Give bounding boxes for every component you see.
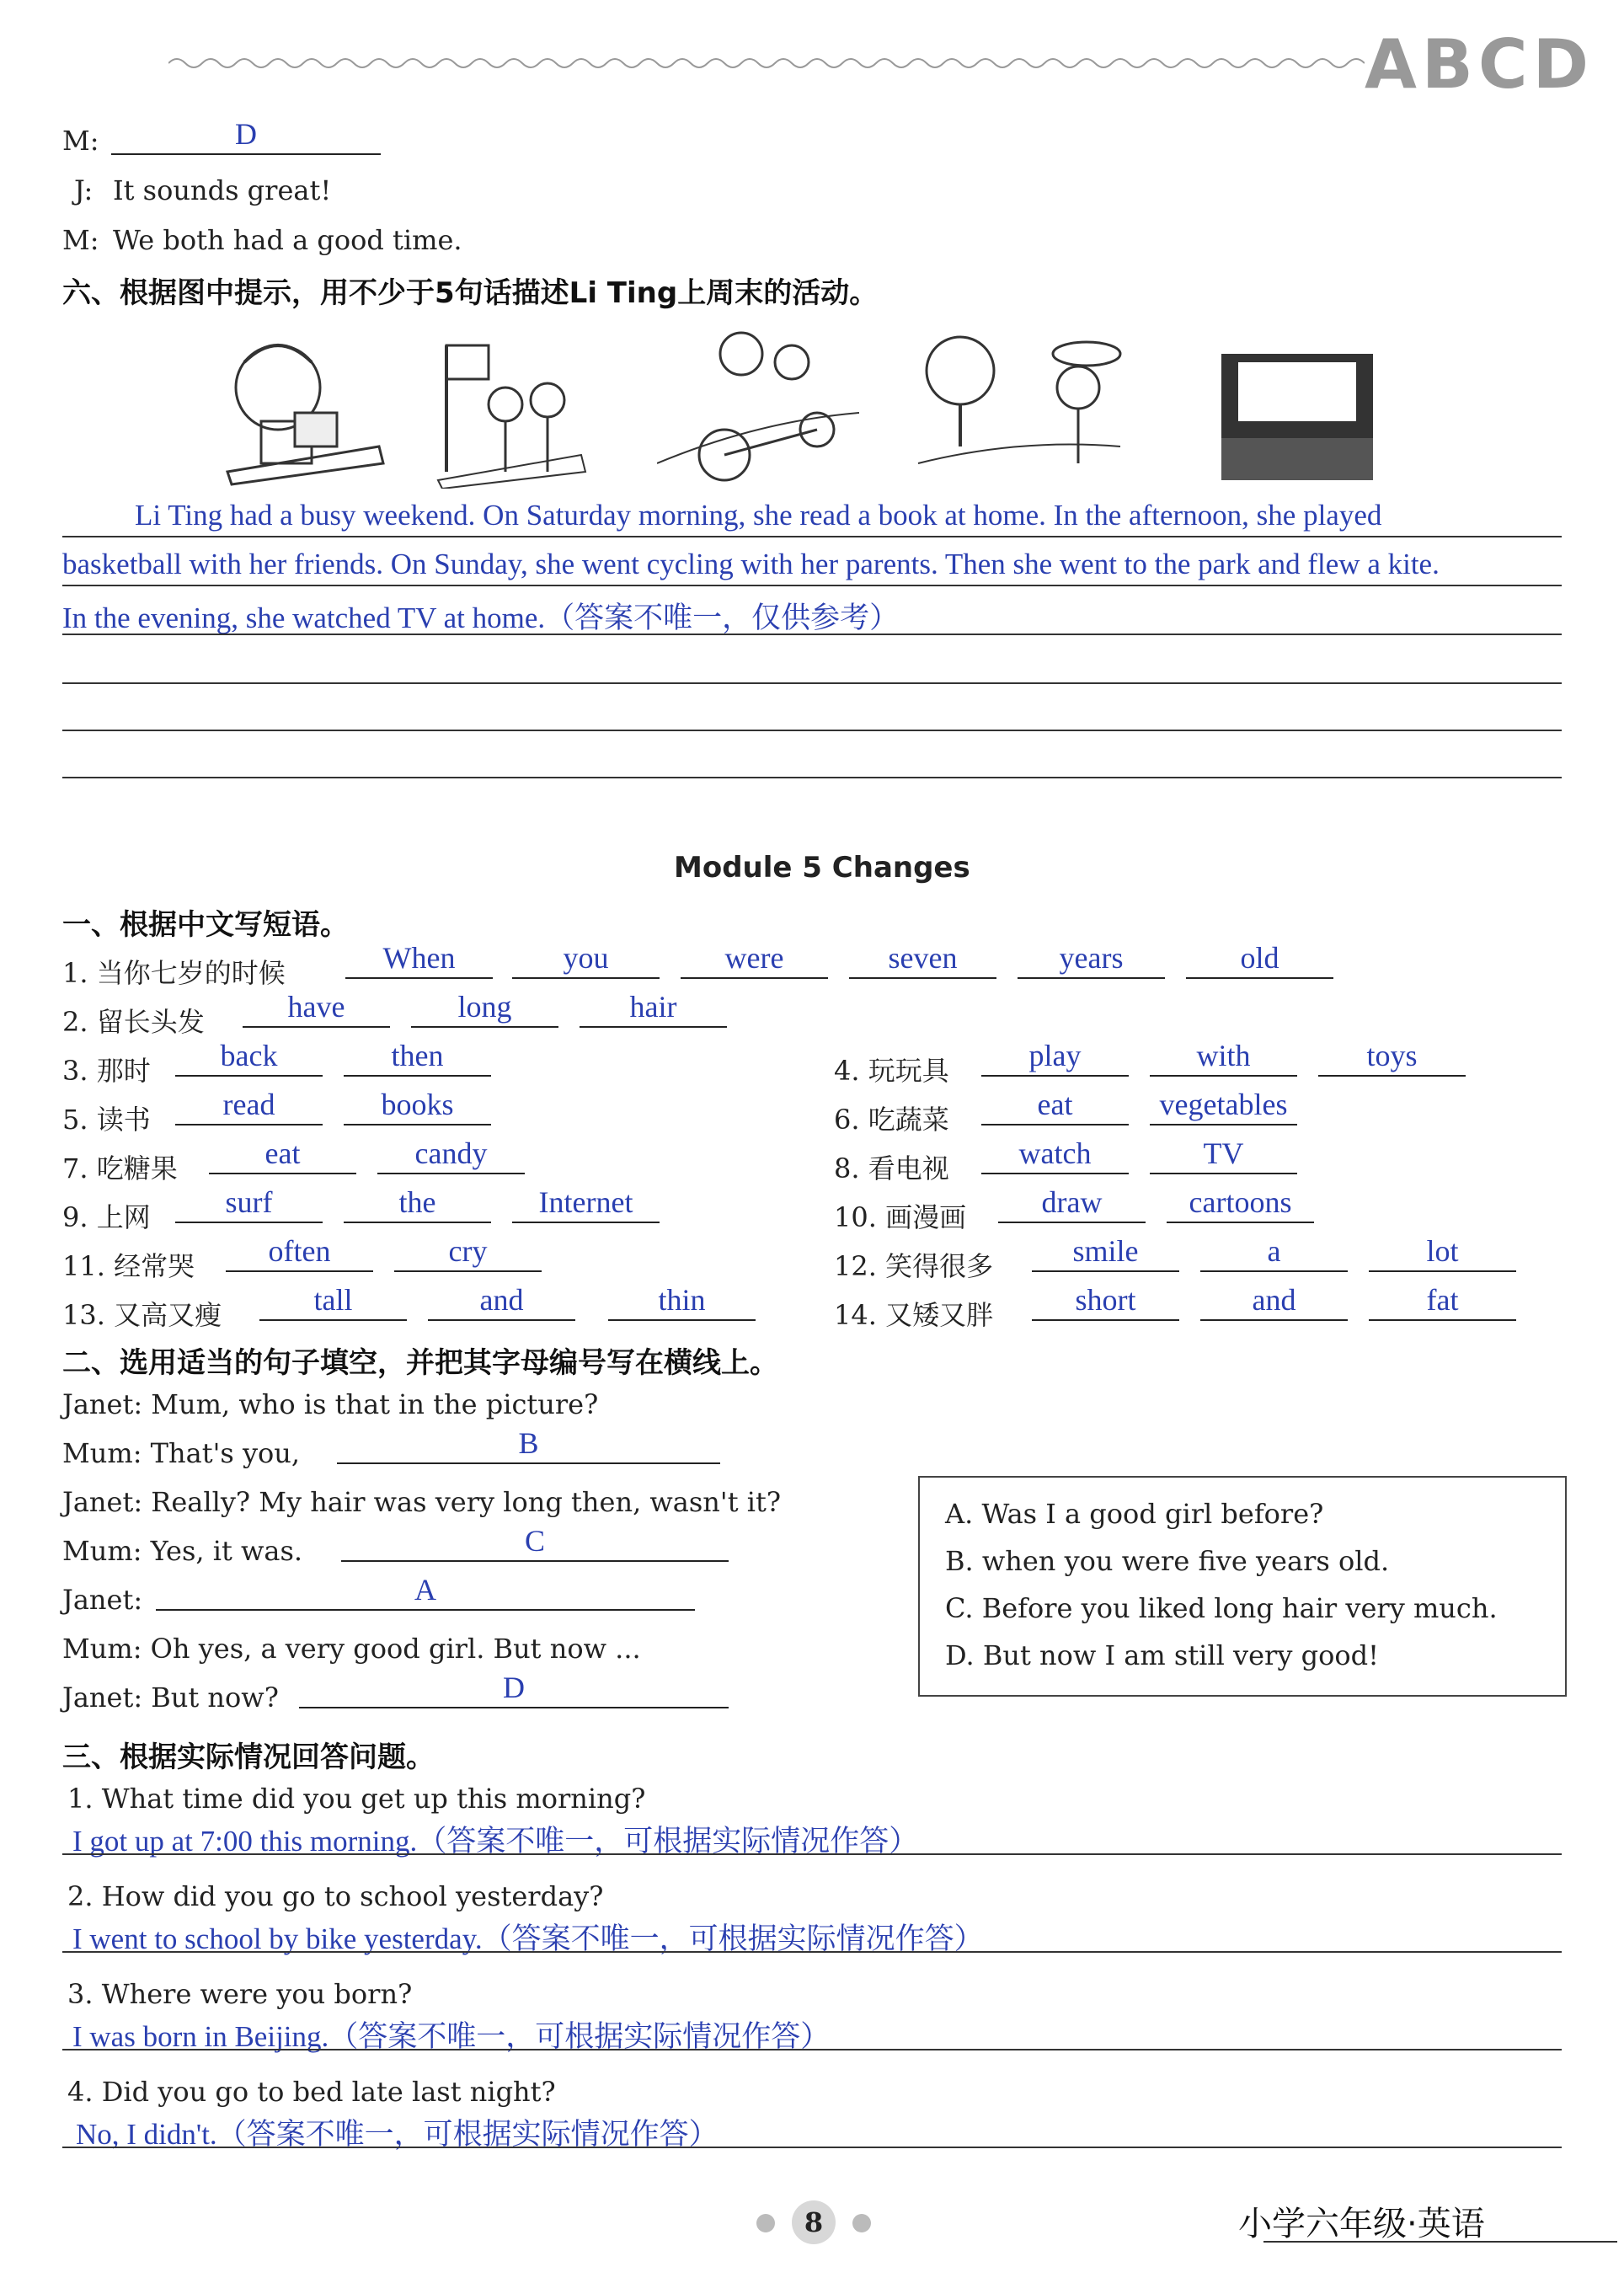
part1-item-6-answer: eat: [981, 1090, 1129, 1125]
header-wave-decoration: [168, 51, 1365, 76]
part2-line-6: Mum: Oh yes, a very good girl. But now ...: [62, 1633, 641, 1665]
part2-line-2: Mum: That's you,: [62, 1437, 301, 1469]
part3-answer-3: I was born in Beijing.（答案不唯一，可根据实际情况作答）: [72, 2020, 831, 2053]
dialog-j-speaker: J:: [74, 174, 93, 206]
dialog-m1-speaker: M:: [62, 125, 99, 157]
part1-item-11-label: 11. 经常哭: [62, 1250, 195, 1282]
part1-item-6-label: 6. 吃蔬菜: [834, 1104, 949, 1136]
part1-item-8-answer: watch: [981, 1139, 1129, 1174]
part1-item-4-answer: with: [1150, 1041, 1297, 1077]
part1-item-13-answer: tall: [259, 1286, 407, 1321]
section6-title: 六、根据图中提示，用不少于5句话描述Li Ting上周末的活动。: [62, 276, 879, 310]
part2-line-7: Janet: But now?: [62, 1682, 279, 1714]
dialog-m2-text: We both had a good time.: [113, 224, 462, 256]
section6-answer-line-3: In the evening, she watched TV at home.（答案不唯一，仅供参考）: [62, 601, 900, 634]
part1-item-4-label: 4. 玩玩具: [834, 1055, 949, 1087]
part3-title: 三、根据实际情况回答问题。: [62, 1740, 435, 1774]
part1-item-12-answer: a: [1200, 1237, 1348, 1272]
part2-answer-7: D: [299, 1673, 729, 1708]
writing-line: [62, 1951, 1562, 1953]
part1-item-1-answer: When: [345, 944, 493, 979]
part1-item-2-label: 2. 留长头发: [62, 1006, 205, 1038]
part1-item-9-label: 9. 上网: [62, 1201, 151, 1233]
part1-item-5-label: 5. 读书: [62, 1104, 151, 1136]
writing-line: [62, 1853, 1562, 1855]
part1-item-7-label: 7. 吃糖果: [62, 1152, 178, 1184]
dialog-m2-speaker: M:: [62, 224, 99, 256]
part1-item-10-answer: draw: [998, 1188, 1146, 1223]
header-logo: ABCD: [1365, 25, 1595, 104]
part1-item-3-answer: then: [344, 1041, 491, 1077]
part2-answer-5: A: [156, 1575, 695, 1611]
part3-question-3: 3. Where were you born?: [67, 1978, 413, 2010]
part3-answer-2: I went to school by bike yesterday.（答案不唯一，可根据实际情况作答）: [72, 1922, 984, 1955]
part1-item-1-answer: were: [681, 944, 828, 979]
module-title: Module 5 Changes: [674, 851, 970, 885]
picture-playing-basketball: [430, 329, 590, 489]
dialog-m1-answer: D: [111, 120, 381, 155]
writing-line: [62, 777, 1562, 778]
part1-item-6-answer: vegetables: [1150, 1090, 1297, 1125]
part1-item-14-answer: fat: [1369, 1286, 1516, 1321]
section6-answer-line-2: basketball with her friends. On Sunday, she went cycling with her parents. Then she went to the park and flew a kite.: [62, 548, 1440, 580]
footer-page-number: 8: [792, 2200, 836, 2244]
part1-item-8-answer: TV: [1150, 1139, 1297, 1174]
writing-line: [62, 634, 1562, 635]
part1-item-1-answer: seven: [849, 944, 996, 979]
part1-item-12-label: 12. 笑得很多: [834, 1250, 994, 1282]
section6-answer-line-1: Li Ting had a busy weekend. On Saturday morning, she read a book at home. In the afternoon, she played: [135, 499, 1382, 532]
dialog-j-text: It sounds great!: [113, 174, 332, 206]
picture-watching-tv: [1213, 345, 1381, 489]
part1-item-14-answer: and: [1200, 1286, 1348, 1321]
part2-line-1: Janet: Mum, who is that in the picture?: [62, 1388, 599, 1420]
part2-option-d: D. But now I am still very good!: [945, 1639, 1379, 1671]
part1-item-4-answer: toys: [1318, 1041, 1466, 1077]
part1-item-1-answer: you: [512, 944, 660, 979]
picture-reading-book: [211, 329, 387, 489]
part1-item-7-answer: eat: [209, 1139, 356, 1174]
part3-question-4: 4. Did you go to bed late last night?: [67, 2076, 556, 2108]
part1-item-1-answer: years: [1018, 944, 1165, 979]
part2-line-5: Janet:: [62, 1584, 143, 1616]
part1-item-12-answer: smile: [1032, 1237, 1179, 1272]
part2-answer-4: C: [341, 1526, 729, 1562]
part1-item-1-answer: old: [1186, 944, 1333, 979]
part1-item-11-answer: often: [226, 1237, 373, 1272]
part2-option-b: B. when you were five years old.: [945, 1545, 1390, 1577]
part2-option-a: A. Was I a good girl before?: [945, 1498, 1324, 1530]
writing-line: [62, 585, 1562, 586]
part2-answer-2: B: [337, 1429, 720, 1464]
part2-line-3: Janet: Really? My hair was very long then, wasn't it?: [62, 1486, 781, 1518]
part1-item-9-answer: the: [344, 1188, 491, 1223]
part1-item-1-label: 1. 当你七岁的时候: [62, 957, 286, 989]
part1-item-8-label: 8. 看电视: [834, 1152, 949, 1184]
part3-answer-1: I got up at 7:00 this morning.（答案不唯一，可根据实际情况作答）: [72, 1825, 919, 1858]
writing-line: [62, 730, 1562, 731]
picture-cycling: [657, 320, 859, 489]
part1-item-3-answer: back: [175, 1041, 323, 1077]
part1-item-12-answer: lot: [1369, 1237, 1516, 1272]
part1-item-10-answer: cartoons: [1167, 1188, 1314, 1223]
part1-item-2-answer: have: [243, 992, 390, 1028]
part1-item-14-label: 14. 又矮又胖: [834, 1299, 994, 1331]
writing-line: [62, 2147, 1562, 2148]
part2-option-c: C. Before you liked long hair very much.: [945, 1592, 1498, 1624]
part1-item-5-answer: books: [344, 1090, 491, 1125]
part1-item-13-answer: thin: [608, 1286, 756, 1321]
part1-item-9-answer: surf: [175, 1188, 323, 1223]
footer-rule: [1263, 2241, 1617, 2243]
part1-item-14-answer: short: [1032, 1286, 1179, 1321]
part1-title: 一、根据中文写短语。: [62, 908, 349, 942]
footer-book-title: 小学六年级·英语: [1238, 2205, 1485, 2243]
part1-item-13-answer: and: [428, 1286, 575, 1321]
part3-question-1: 1. What time did you get up this morning?: [67, 1783, 646, 1815]
part1-item-4-answer: play: [981, 1041, 1129, 1077]
footer-dot-left: [756, 2214, 775, 2232]
part1-item-10-label: 10. 画漫画: [834, 1201, 967, 1233]
part1-item-11-answer: cry: [394, 1237, 542, 1272]
picture-flying-kite: [910, 320, 1129, 489]
part3-question-2: 2. How did you go to school yesterday?: [67, 1880, 604, 1912]
part1-item-13-label: 13. 又高又瘦: [62, 1299, 222, 1331]
part1-item-2-answer: hair: [580, 992, 727, 1028]
footer-dot-right: [852, 2214, 871, 2232]
part1-item-3-label: 3. 那时: [62, 1055, 151, 1087]
part1-item-5-answer: read: [175, 1090, 323, 1125]
part2-line-4: Mum: Yes, it was.: [62, 1535, 303, 1567]
writing-line: [62, 2049, 1562, 2050]
part1-item-2-answer: long: [411, 992, 558, 1028]
writing-line: [62, 536, 1562, 537]
part2-title: 二、选用适当的句子填空，并把其字母编号写在横线上。: [62, 1346, 778, 1380]
part3-answer-4: No, I didn't.（答案不唯一，可根据实际情况作答）: [76, 2118, 719, 2151]
part1-item-7-answer: candy: [377, 1139, 525, 1174]
part1-item-9-answer: Internet: [512, 1188, 660, 1223]
writing-line: [62, 682, 1562, 684]
